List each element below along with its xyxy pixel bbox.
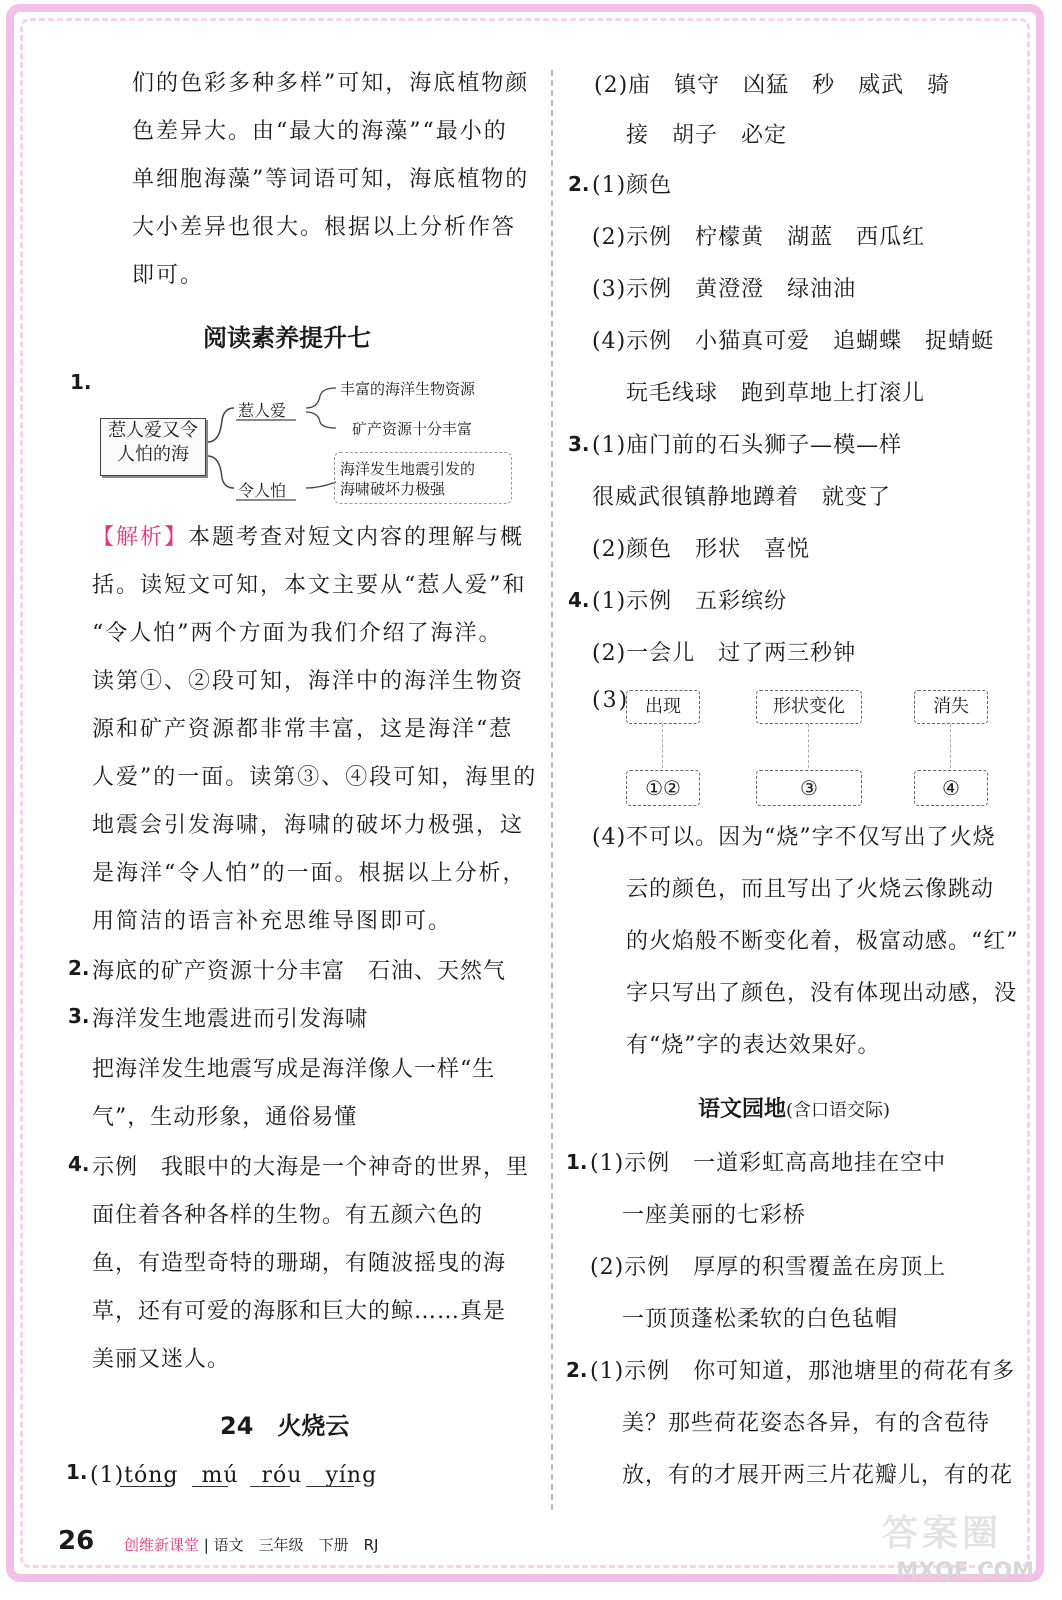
answer-line: (2)颜色 形状 喜悦 bbox=[592, 537, 811, 562]
flow-connector bbox=[808, 724, 809, 768]
answer-line: 字只写出了颜色，没有体现出动感，没 bbox=[626, 981, 1018, 1006]
analysis-paragraph: 【解析】本题考查对短文内容的理解与概 bbox=[92, 525, 525, 550]
flow-box-bottom: ①② bbox=[626, 770, 700, 806]
answer-q3-line: 把海洋发生地震写成是海洋像人一样“生 bbox=[92, 1057, 496, 1082]
intro-line: 大小差异也很大。根据以上分析作答 bbox=[132, 215, 517, 240]
answer-line: (4)不可以。因为“烧”字不仅写出了火烧 bbox=[592, 825, 996, 850]
question-number: 3. bbox=[68, 1004, 90, 1028]
answer-line: (1)示例 五彩缤纷 bbox=[592, 589, 788, 614]
question-number: 1. bbox=[566, 1150, 588, 1174]
answer-underline bbox=[192, 1486, 228, 1487]
answer-line: 一座美丽的七彩桥 bbox=[622, 1203, 807, 1228]
section-title: 阅读素养提升七 bbox=[203, 324, 371, 352]
question-number: 3. bbox=[568, 432, 590, 456]
answer-line: 有“烧”字的表达效果好。 bbox=[626, 1033, 881, 1058]
intro-line: 单细胞海藻”等词语可知，海底植物的 bbox=[132, 167, 530, 192]
mindmap-leaf: 丰富的海洋生物资源 bbox=[340, 380, 476, 398]
mindmap-branch-love: 惹人爱 bbox=[238, 401, 287, 420]
flow-box-bottom: ④ bbox=[914, 770, 988, 806]
question-number: 4. bbox=[68, 1152, 90, 1176]
question-number: 4. bbox=[568, 588, 590, 612]
answer-line: 云的颜色，而且写出了火烧云像跳动 bbox=[626, 877, 995, 902]
answer-line: (2)一会儿 过了两三秒钟 bbox=[592, 641, 857, 666]
answer-line: (2)示例 厚厚的积雪覆盖在房顶上 bbox=[590, 1255, 947, 1280]
answer-line: (2)示例 柠檬黄 湖蓝 西瓜红 bbox=[592, 225, 926, 250]
flow-connector bbox=[950, 724, 951, 768]
answer-underline bbox=[306, 1486, 354, 1487]
answer-line: 放，有的才展开两三片花瓣儿，有的花 bbox=[622, 1463, 1014, 1488]
intro-line: 即可。 bbox=[132, 263, 205, 288]
answer-line: 的火焰般不断变化着，极富动感。“红” bbox=[626, 929, 1019, 954]
answer-line: (4)示例 小猫真可爱 追蝴蝶 捉蜻蜓 bbox=[592, 329, 995, 354]
brand-name: 创维新课堂 bbox=[124, 1536, 200, 1554]
answer-line: (1)庙门前的石头狮子—模—样 bbox=[592, 433, 903, 458]
answer-line: (2)庙 镇守 凶猛 秒 威武 骑 bbox=[594, 73, 951, 98]
answer-underline bbox=[120, 1486, 170, 1487]
question-number: 1. bbox=[70, 370, 92, 394]
mindmap-branch-fear: 令人怕 bbox=[238, 481, 287, 500]
flow-connector bbox=[662, 724, 663, 768]
answer-line: (3)示例 黄澄澄 绿油油 bbox=[592, 277, 857, 302]
analysis-tag: 【解析】 bbox=[92, 525, 189, 550]
page-number: 26 bbox=[58, 1526, 95, 1556]
answer-q3-line: 气”，生动形象，通俗易懂 bbox=[92, 1105, 358, 1130]
mindmap-center: 惹人爱又令人怕的海 bbox=[100, 418, 206, 476]
flow-label: (3) bbox=[592, 688, 630, 713]
answer-line: (1)颜色 bbox=[592, 173, 673, 198]
footer-info: 创维新课堂 | 语文 三年级 下册 RJ bbox=[124, 1536, 379, 1554]
mindmap-leaf: 矿产资源十分丰富 bbox=[352, 420, 473, 438]
analysis-line: 用简洁的语言补充思维导图即可。 bbox=[92, 909, 453, 934]
question-number: 1. bbox=[66, 1460, 88, 1484]
analysis-line: 人爱”的一面。读第③、④段可知，海里的 bbox=[92, 765, 538, 790]
intro-line: 色差异大。由“最大的海藻”“最小的 bbox=[132, 119, 508, 144]
mindmap-leaf: 海洋发生地震引发的 bbox=[340, 460, 476, 478]
lesson-title: 24 火烧云 bbox=[220, 1412, 350, 1440]
answer-q4-line: 草，还有可爱的海豚和巨大的鲸……真是 bbox=[92, 1299, 507, 1324]
answer-q4-line: 美丽又迷人。 bbox=[92, 1347, 231, 1372]
intro-line: 们的色彩多种多样”可知，海底植物颜 bbox=[132, 71, 530, 96]
watermark-logo: 答案圈 bbox=[881, 1513, 1002, 1554]
flow-box-top: 出现 bbox=[626, 690, 700, 724]
pinyin-answer: (1)tóng mú róu yíng bbox=[90, 1463, 378, 1488]
answer-q3-line: 海洋发生地震进而引发海啸 bbox=[92, 1007, 369, 1032]
answer-line: 接 胡子 必定 bbox=[626, 123, 788, 148]
answer-q2: 海底的矿产资源十分丰富 石油、天然气 bbox=[92, 959, 507, 984]
answer-line: 玩毛线球 跑到草地上打滚儿 bbox=[626, 381, 926, 406]
analysis-line: 括。读短文可知，本文主要从“惹人爱”和 bbox=[92, 573, 527, 598]
question-number: 2. bbox=[68, 956, 90, 980]
answer-line: (1)示例 一道彩虹高高地挂在空中 bbox=[590, 1151, 947, 1176]
analysis-line: 读第①、②段可知，海洋中的海洋生物资 bbox=[92, 669, 525, 694]
analysis-line: 是海洋“令人怕”的一面。根据以上分析， bbox=[92, 861, 527, 886]
mindmap-leaf: 海啸破坏力极强 bbox=[340, 480, 446, 498]
answer-q4-line: 鱼，有造型奇特的珊瑚，有随波摇曳的海 bbox=[92, 1251, 507, 1276]
question-number: 2. bbox=[568, 172, 590, 196]
answer-q4-line: 面住着各种各样的生物。有五颜六色的 bbox=[92, 1203, 484, 1228]
answer-q4-line: 示例 我眼中的大海是一个神奇的世界，里 bbox=[92, 1155, 530, 1180]
flow-box-top: 形状变化 bbox=[756, 690, 862, 724]
answer-line: 一顶顶蓬松柔软的白色毡帽 bbox=[622, 1307, 899, 1332]
section-title: 语文园地(含口语交际) bbox=[698, 1097, 891, 1122]
answer-line: (1)示例 你可知道，那池塘里的荷花有多 bbox=[590, 1359, 1016, 1384]
question-number: 2. bbox=[566, 1358, 588, 1382]
analysis-line: “令人怕”两个方面为我们介绍了海洋。 bbox=[92, 621, 503, 646]
watermark-url: MXQE.COM bbox=[896, 1559, 1034, 1584]
answer-line: 美？那些荷花姿态各异，有的含苞待 bbox=[622, 1411, 991, 1436]
analysis-line: 源和矿产资源都非常丰富，这是海洋“惹 bbox=[92, 717, 514, 742]
answer-underline bbox=[250, 1486, 290, 1487]
analysis-line: 地震会引发海啸，海啸的破坏力极强，这 bbox=[92, 813, 525, 838]
flow-box-top: 消失 bbox=[914, 690, 988, 724]
answer-line: 很威武很镇静地蹲着 就变了 bbox=[592, 485, 892, 510]
flow-box-bottom: ③ bbox=[756, 770, 862, 806]
